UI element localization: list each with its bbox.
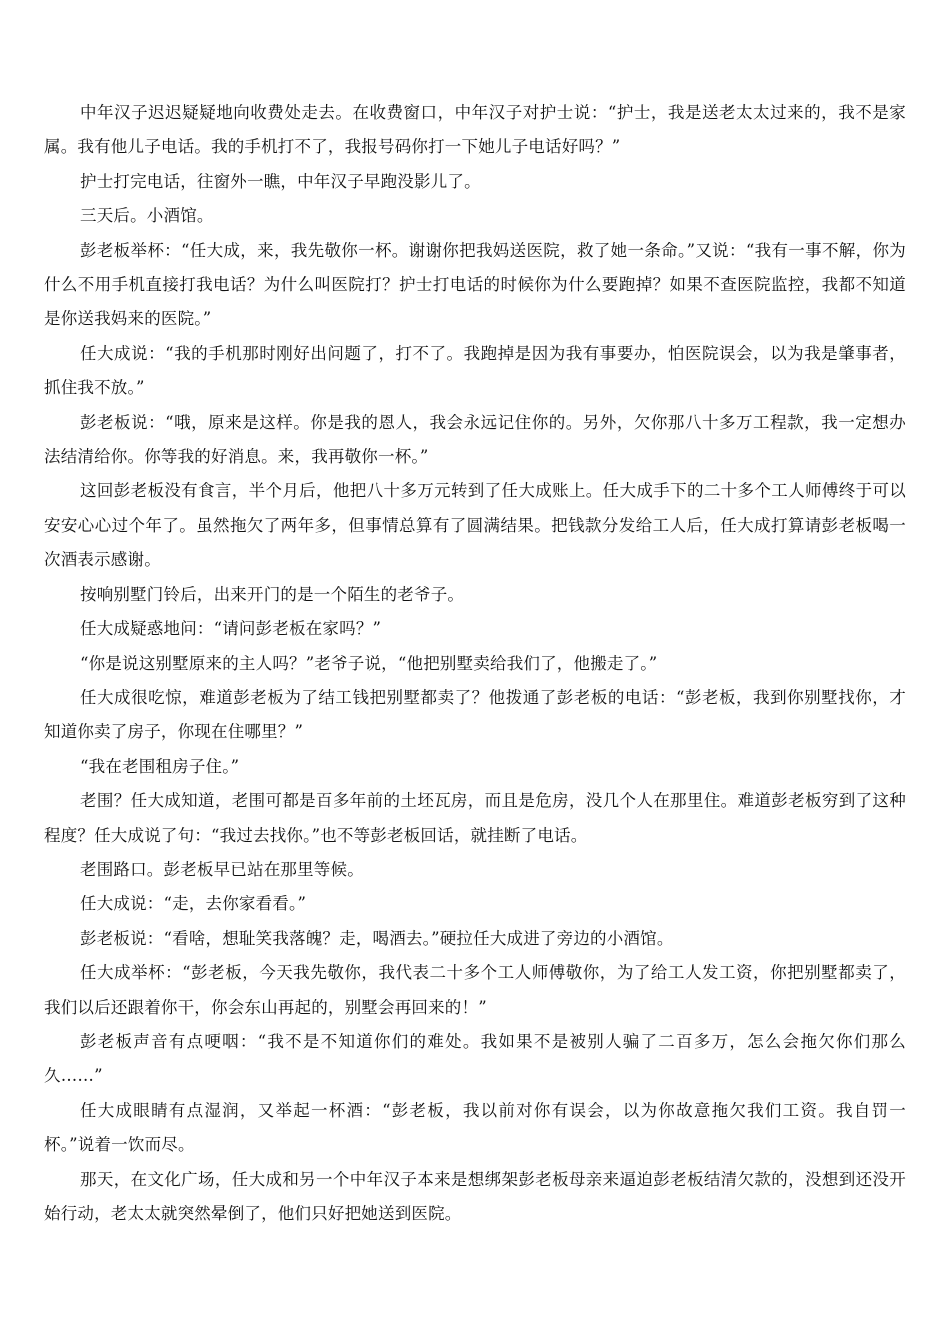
paragraph: 彭老板说：“哦，原来是这样。你是我的恩人，我会永远记住你的。另外，欠你那八十多万工程款，我一定想办法结清给你。你等我的好消息。来，我再敬你一杯。” — [44, 412, 906, 467]
story-text — [44, 96, 906, 1231]
paragraph: 老围？任大成知道，老围可都是百多年前的土坯瓦房，而且是危房，没几个人在那里住。难道彭老板穷到了这种程度？任大成说了句：“我过去找你。”也不等彭老板回话，就挂断了电话。 — [44, 791, 906, 845]
paragraph: “我在老围租房子住。” — [80, 756, 240, 776]
paragraph: 彭老板举杯：“任大成，来，我先敬你一杯。谢谢你把我妈送医院，救了她一条命。”又说：“我有一事不解，你为什么不用手机直接打我电话？为什么叫医院打？护士打电话的时候你为什么要跑掉？如果不查医院监控，我都不知道是你送我妈来的医院。” — [44, 240, 906, 329]
paragraph: 三天后。小酒馆。 — [80, 206, 214, 226]
paragraph: 任大成举杯：“彭老板，今天我先敬你，我代表二十多个工人师傅敬你，为了给工人发工资，你把别墅都卖了，我们以后还跟着你干，你会东山再起的，别墅会再回来的！” — [44, 963, 906, 1017]
paragraph: 彭老板说：“看啥，想耻笑我落魄？走，喝酒去。”硬拉任大成进了旁边的小酒馆。 — [80, 928, 674, 948]
paragraph: “你是说这别墅原来的主人吗？”老爷子说，“他把别墅卖给我们了，他搬走了。” — [80, 653, 658, 673]
paragraph: 老围路口。彭老板早已站在那里等候。 — [80, 859, 364, 879]
paragraph: 任大成很吃惊，难道彭老板为了结工钱把别墅都卖了？他拨通了彭老板的电话：“彭老板，我到你别墅找你，才知道你卖了房子，你现在住哪里？” — [44, 687, 906, 742]
paragraph: 中年汉子迟迟疑疑地向收费处走去。在收费窗口，中年汉子对护士说：“护士，我是送老太太过来的，我不是家属。我有他儿子电话。我的手机打不了，我报号码你打一下她儿子电话好吗？” — [44, 103, 906, 157]
paragraph: 按响别墅门铃后，出来开门的是一个陌生的老爷子。 — [80, 584, 465, 604]
paragraph: 任大成说：“走，去你家看看。” — [80, 894, 307, 914]
paragraph: 任大成眼睛有点湿润，又举起一杯酒：“彭老板，我以前对你有误会，以为你故意拖欠我们工资。我自罚一杯。”说着一饮而尽。 — [44, 1100, 906, 1155]
paragraph: 任大成疑惑地问：“请问彭老板在家吗？” — [80, 619, 382, 639]
paragraph: 护士打完电话，往窗外一瞧，中年汉子早跑没影儿了。 — [80, 171, 481, 191]
paragraph: 那天，在文化广场，任大成和另一个中年汉子本来是想绑架彭老板母亲来逼迫彭老板结清欠款的，没想到还没开始行动，老太太就突然晕倒了，他们只好把她送到医院。 — [44, 1169, 906, 1223]
paragraph: 彭老板声音有点哽咽：“我不是不知道你们的难处。我如果不是被别人骗了二百多万，怎么会拖欠你们那么久……” — [44, 1031, 906, 1086]
paragraph: 任大成说：“我的手机那时刚好出问题了，打不了。我跑掉是因为我有事要办，怕医院误会，以为我是肇事者，抓住我不放。” — [44, 343, 906, 398]
paragraph: 这回彭老板没有食言，半个月后，他把八十多万元转到了任大成账上。任大成手下的二十多个工人师傅终于可以安安心心过个年了。虽然拖欠了两年多，但事情总算有了圆满结果。把钱款分发给工人后，任大成打算请彭老板喝一次酒表示感谢。 — [44, 481, 906, 570]
